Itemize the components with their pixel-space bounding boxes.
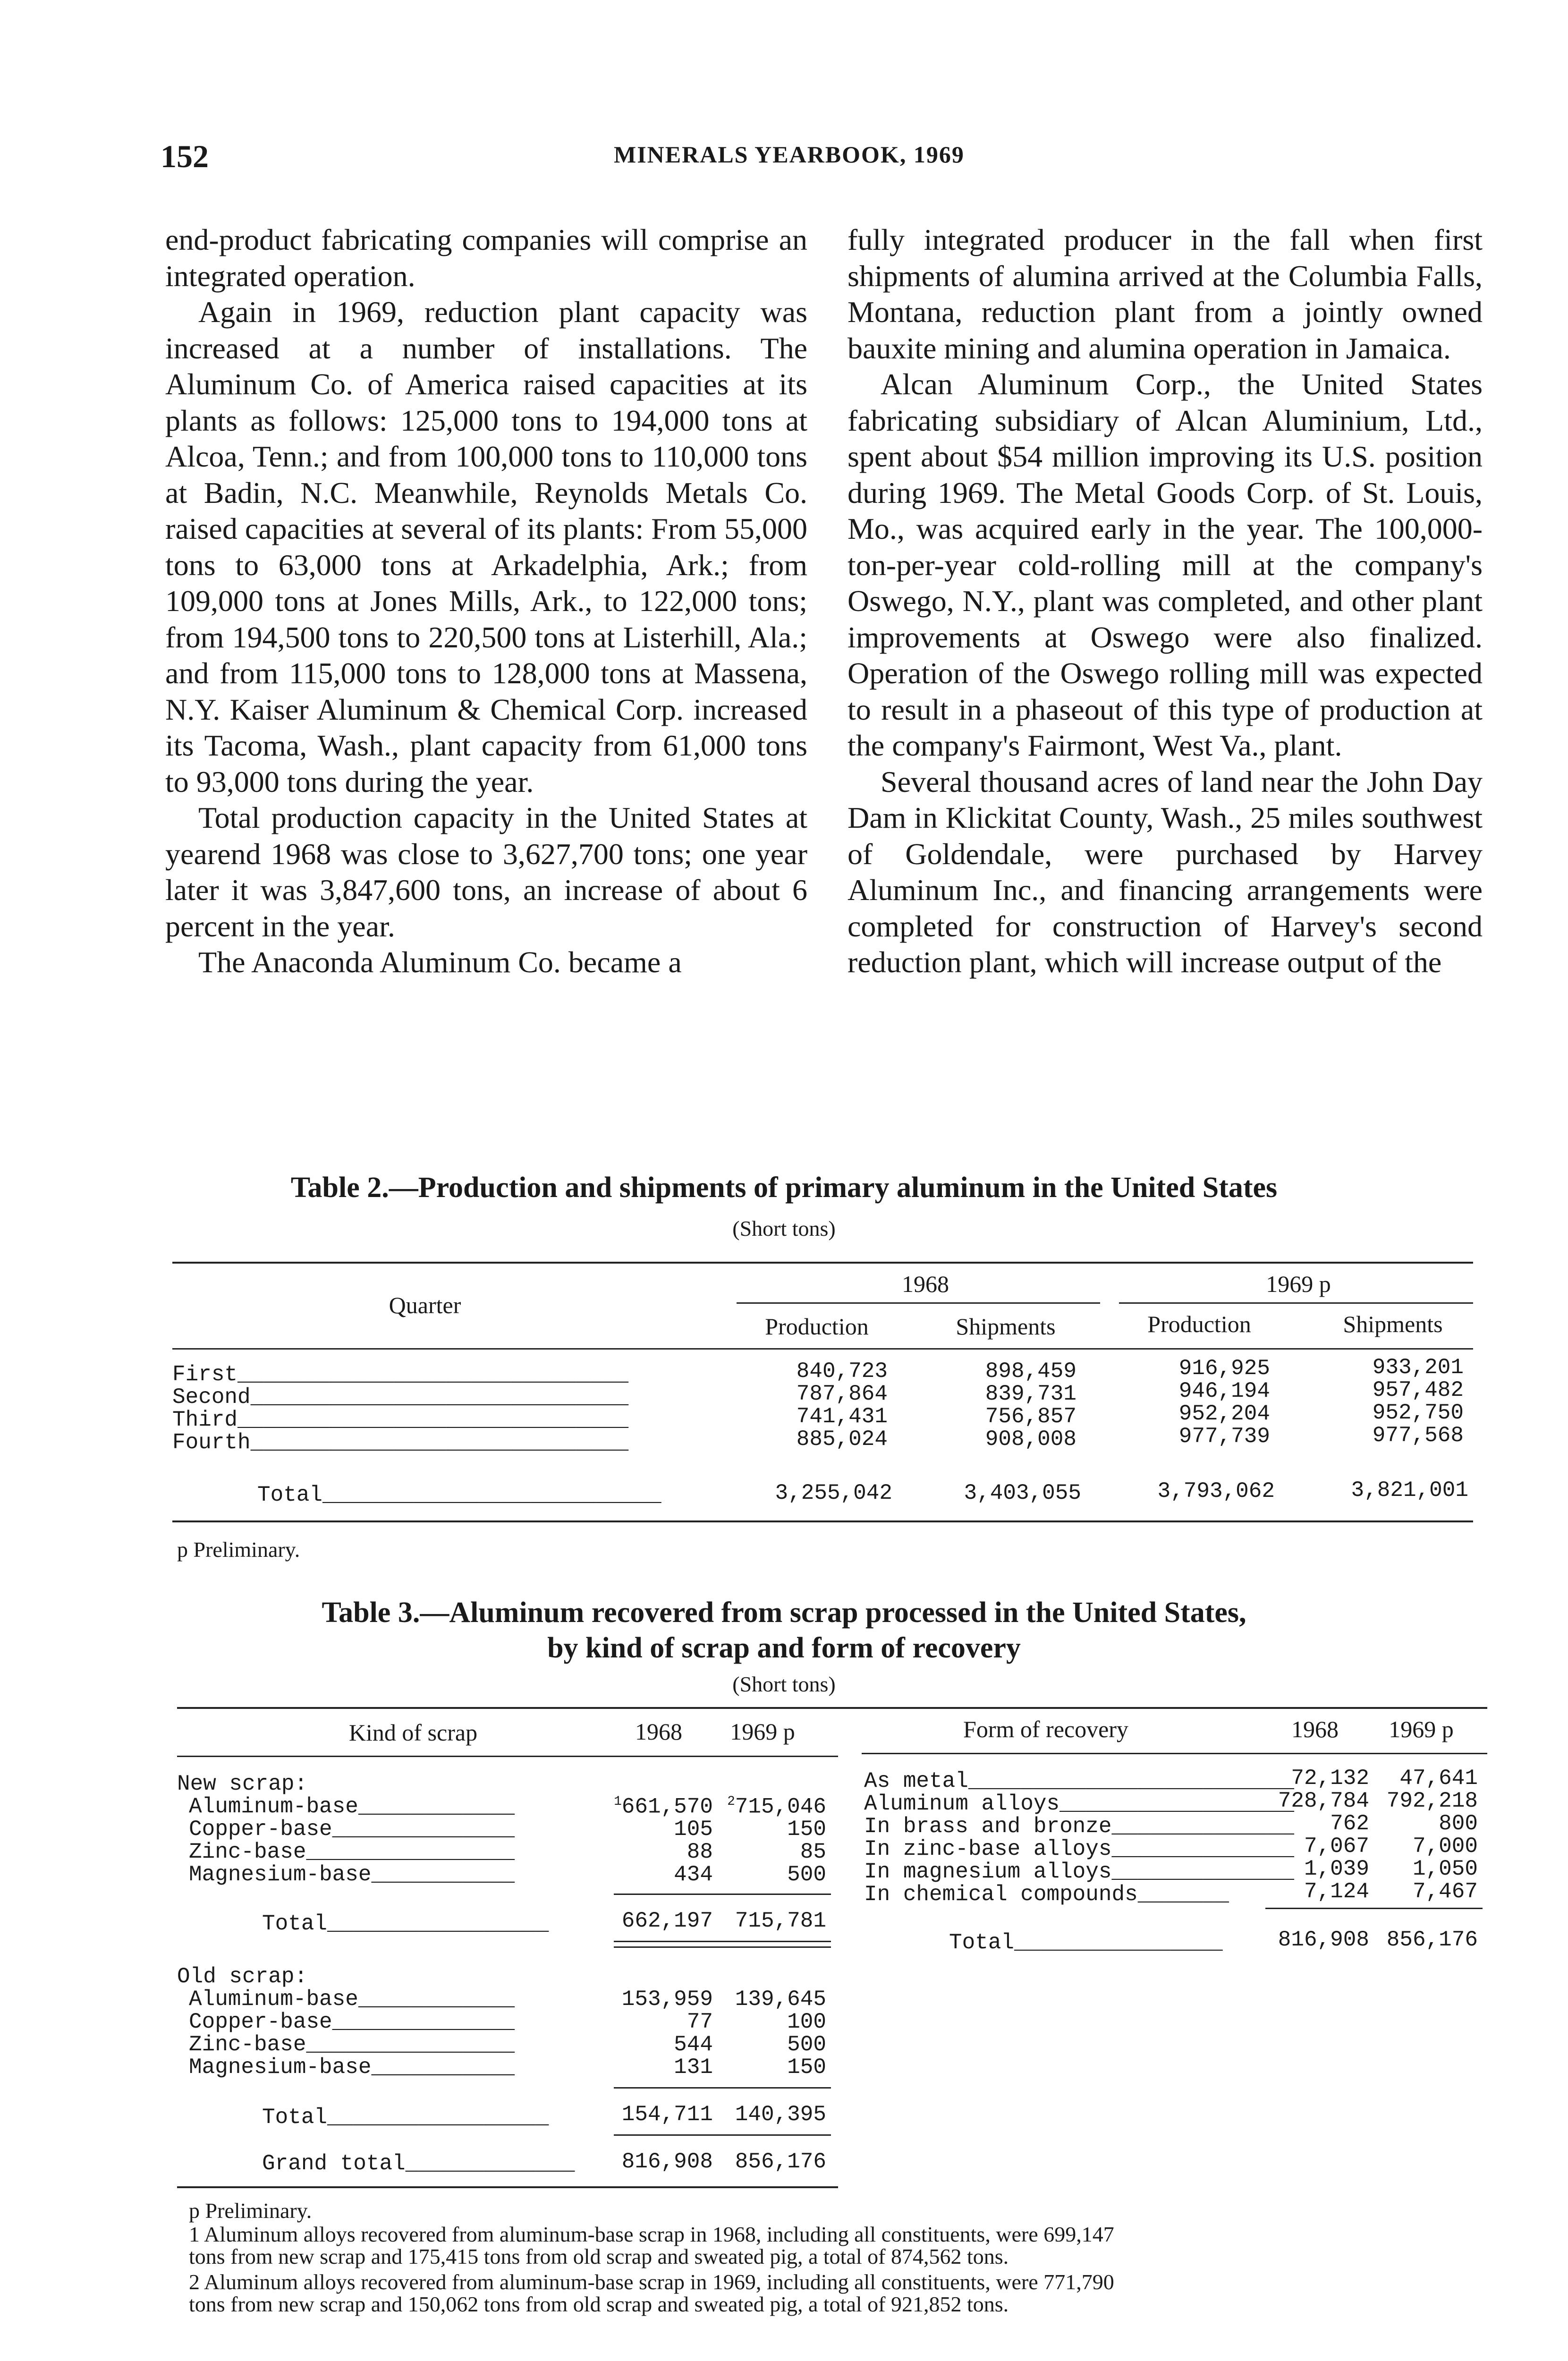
table-row-label: First______________________________ bbox=[172, 1362, 629, 1387]
running-head: MINERALS YEARBOOK, 1969 bbox=[614, 141, 965, 168]
paragraph: The Anaconda Aluminum Co. became a bbox=[198, 945, 682, 979]
table-rule bbox=[172, 1348, 1473, 1350]
table3-footnote-1-cont: tons from new scrap and 175,415 tons from old scrap and sweated pig, a total of 874,562 tons. bbox=[189, 2244, 1009, 2268]
table3-title-line1: Table 3.—Aluminum recovered from scrap processed in the United States, bbox=[322, 1597, 1246, 1629]
table-row-label: In magnesium alloys______________ bbox=[864, 1860, 1294, 1884]
paragraph: fully integrated producer in the fall when first shipments of alumina arrived at the Columbia Falls, Montana, reduction plant from a jointly owned bauxite mining and alumina operation in Jamaica. bbox=[848, 223, 1483, 365]
table-rule bbox=[177, 1756, 838, 1757]
table-row-label: In brass and bronze______________ bbox=[864, 1814, 1294, 1839]
table-row-label: Aluminum-base____________ bbox=[189, 1794, 515, 1819]
table-row-label: Zinc-base________________ bbox=[189, 2032, 515, 2057]
table-cell: 977,739 bbox=[1178, 1424, 1270, 1449]
table-cell-total: 715,781 bbox=[735, 1909, 826, 1933]
table-cell: 105 bbox=[674, 1817, 713, 1842]
table-cell: 898,459 bbox=[985, 1359, 1076, 1384]
table-total-label: Total_________________ bbox=[262, 2105, 549, 2130]
table-cell-total: 662,197 bbox=[621, 1909, 713, 1933]
table3-hdr-1969: 1969 p bbox=[730, 1718, 795, 1745]
table-row-label: Aluminum-base____________ bbox=[189, 1987, 515, 2012]
table-row-label: Magnesium-base___________ bbox=[189, 2055, 515, 2080]
page-number: 152 bbox=[161, 138, 209, 174]
table3-hdr-1968: 1968 bbox=[1291, 1716, 1339, 1742]
table-cell: 756,857 bbox=[985, 1404, 1076, 1429]
table-row-label: Aluminum alloys__________________ bbox=[864, 1792, 1294, 1816]
table-cell: 88 bbox=[687, 1840, 713, 1864]
table-row-label: Copper-base______________ bbox=[189, 1817, 515, 1842]
table3-hdr-1968: 1968 bbox=[635, 1718, 682, 1745]
table-cell: 908,008 bbox=[985, 1427, 1076, 1452]
table-cell: 977,568 bbox=[1372, 1423, 1464, 1448]
table3-title-line2: by kind of scrap and form of recovery bbox=[547, 1632, 1021, 1664]
table-cell: 952,204 bbox=[1178, 1401, 1270, 1426]
table-cell: 741,431 bbox=[796, 1404, 888, 1429]
table-cell: 150 bbox=[787, 1817, 826, 1842]
table-cell-total: 856,176 bbox=[735, 2149, 826, 2174]
table-cell: 916,925 bbox=[1178, 1356, 1270, 1381]
table-cell: 952,750 bbox=[1372, 1401, 1464, 1425]
table-cell: 7,124 bbox=[1304, 1879, 1369, 1904]
table-cell: 131 bbox=[674, 2055, 713, 2080]
table2-year2: 1969 p bbox=[1266, 1271, 1331, 1297]
table2-col-production: Production bbox=[1147, 1311, 1251, 1337]
table3-hdr-1969: 1969 p bbox=[1389, 1716, 1454, 1742]
table-rule bbox=[1119, 1302, 1473, 1304]
table-cell-total: 816,908 bbox=[621, 2149, 713, 2174]
table2-col-shipments: Shipments bbox=[956, 1313, 1056, 1340]
table3-footnote-2: 2 Aluminum alloys recovered from aluminum-base scrap in 1969, including all constituents, were 771,790 bbox=[189, 2270, 1114, 2294]
table-cell: 839,731 bbox=[985, 1382, 1076, 1406]
table-cell: 139,645 bbox=[735, 1987, 826, 2012]
table2-col-production: Production bbox=[765, 1313, 869, 1340]
table-rule bbox=[614, 1894, 831, 1895]
paragraph: Alcan Aluminum Corp., the United States fabricating subsidiary of Alcan Aluminium, Ltd., spent about $54 million improving its U.S. position during 1969. The Metal Goods Corp. of St. Louis, Mo., was acquired early in the year. The 100,000-ton-per-year cold-rolling mill at the company's Oswego, N.Y., plant was completed, and other plant improvements at Oswego were also finalized. Operation of the Oswego rolling mill was expected to result in a phaseout of this type of production at the company's Fairmont, West Va., plant. bbox=[848, 367, 1483, 762]
table-cell: 77 bbox=[687, 2010, 713, 2034]
table-cell: 153,959 bbox=[621, 1987, 713, 2012]
table-cell-total: 140,395 bbox=[735, 2102, 826, 2127]
table2-quarter-header: Quarter bbox=[389, 1292, 461, 1318]
table-cell: 47,641 bbox=[1399, 1766, 1478, 1791]
table2-title: Table 2.—Production and shipments of primary aluminum in the United States bbox=[290, 1172, 1278, 1204]
right-column bbox=[848, 222, 1483, 981]
table-cell-total: 3,255,042 bbox=[775, 1481, 892, 1505]
table3-footnote-p: p Preliminary. bbox=[189, 2199, 312, 2223]
table-total-label: Total_________________ bbox=[262, 1911, 549, 1936]
table3-units: (Short tons) bbox=[732, 1672, 836, 1696]
paragraph: Again in 1969, reduction plant capacity was increased at a number of installations. The Aluminum Co. of America raised capacities at its plants as follows: 125,000 tons to 194,000 tons at Alcoa, Tenn.; and from 100,000 tons to 110,000 tons at Badin, N.C. Meanwhile, Reynolds Metals Co. raised capacities at several of its plants: From 55,000 tons to 63,000 tons at Arkadelphia, Ark.; from 109,000 tons at Jones Mills, Ark., to 122,000 tons; from 194,500 tons to 220,500 tons at Listerhill, Ala.; and from 115,000 tons to 128,000 tons at Massena, N.Y. Kaiser Aluminum & Chemical Corp. increased its Tacoma, Wash., plant capacity from 61,000 tons to 93,000 tons during the year. bbox=[165, 295, 807, 798]
table-total-label: Total________________ bbox=[949, 1930, 1223, 1955]
table-cell: 800 bbox=[1439, 1811, 1478, 1836]
table-rule bbox=[177, 1707, 1487, 1709]
table-total-label: Total__________________________ bbox=[257, 1483, 661, 1507]
table-rule bbox=[172, 1520, 1473, 1522]
table-row-label: Second_____________________________ bbox=[172, 1385, 629, 1410]
table-cell-total: 154,711 bbox=[621, 2102, 713, 2127]
table-cell: 1,050 bbox=[1412, 1857, 1478, 1881]
table-cell: 885,024 bbox=[796, 1427, 888, 1452]
table-rule bbox=[862, 1753, 1487, 1754]
table-cell: 500 bbox=[787, 1862, 826, 1887]
table-cell: 544 bbox=[674, 2032, 713, 2057]
table-cell: 150 bbox=[787, 2055, 826, 2080]
table2-footnote: p Preliminary. bbox=[177, 1537, 300, 1562]
table-rule bbox=[614, 2134, 831, 2136]
table-cell: 7,000 bbox=[1412, 1834, 1478, 1859]
table-rule bbox=[614, 2087, 831, 2089]
table-row-label: Fourth_____________________________ bbox=[172, 1430, 629, 1455]
table-cell: 792,218 bbox=[1386, 1789, 1478, 1813]
table-row-label: In zinc-base alloys______________ bbox=[864, 1837, 1294, 1861]
table2-col-shipments: Shipments bbox=[1343, 1311, 1443, 1337]
table-cell: $^2$715,046 bbox=[727, 1794, 826, 1819]
table-rule bbox=[614, 1941, 831, 1942]
table-cell: 7,067 bbox=[1304, 1834, 1369, 1859]
table-rule bbox=[172, 1262, 1473, 1264]
table-row-label: As metal_________________________ bbox=[864, 1769, 1294, 1793]
table-cell: 1,039 bbox=[1304, 1857, 1369, 1881]
table-row-label: Zinc-base________________ bbox=[189, 1840, 515, 1864]
table3-footnote-2-cont: tons from new scrap and 150,062 tons from old scrap and sweated pig, a total of 921,852 tons. bbox=[189, 2292, 1009, 2316]
table-rule bbox=[737, 1302, 1100, 1304]
table-cell: 728,784 bbox=[1278, 1789, 1369, 1813]
table-cell: 762 bbox=[1330, 1811, 1369, 1836]
table-cell-total: 3,403,055 bbox=[964, 1481, 1081, 1505]
table3-hdr-form: Form of recovery bbox=[963, 1716, 1128, 1742]
table-cell: 946,194 bbox=[1178, 1379, 1270, 1403]
table-cell: 933,201 bbox=[1372, 1355, 1464, 1380]
table-cell: 787,864 bbox=[796, 1382, 888, 1406]
table-cell-total: 816,908 bbox=[1278, 1928, 1369, 1952]
left-column bbox=[165, 222, 807, 981]
table-cell: $^1$661,570 bbox=[614, 1794, 713, 1819]
table-row-label: Third______________________________ bbox=[172, 1408, 629, 1432]
paragraph: Several thousand acres of land near the John Day Dam in Klickitat County, Wash., 25 miles southwest of Goldendale, were purchased by Harvey Aluminum Inc., and financing arrangements were completed for construction of Harvey's second reduction plant, which will increase output of the bbox=[848, 764, 1483, 979]
table-cell: 840,723 bbox=[796, 1359, 888, 1384]
new-scrap-heading: New scrap: bbox=[177, 1772, 308, 1796]
table-row-label: In chemical compounds_______ bbox=[864, 1882, 1229, 1907]
table-cell-total: 3,821,001 bbox=[1351, 1478, 1468, 1503]
grand-total-label: Grand total_____________ bbox=[262, 2151, 575, 2176]
table-row-label: Magnesium-base___________ bbox=[189, 1862, 515, 1887]
paragraph: end-product fabricating companies will comprise an integrated operation. bbox=[165, 223, 807, 293]
table-row-label: Copper-base______________ bbox=[189, 2010, 515, 2034]
table-cell: 957,482 bbox=[1372, 1378, 1464, 1402]
table-rule bbox=[177, 2186, 838, 2188]
table-cell: 7,467 bbox=[1412, 1879, 1478, 1904]
table-cell-total: 3,793,062 bbox=[1157, 1479, 1275, 1503]
table2-year1: 1968 bbox=[902, 1271, 949, 1297]
table3-footnote-1: 1 Aluminum alloys recovered from aluminum-base scrap in 1968, including all constituents, were 699,147 bbox=[189, 2222, 1114, 2246]
table-cell: 100 bbox=[787, 2010, 826, 2034]
table2-units: (Short tons) bbox=[732, 1216, 836, 1240]
paragraph: Total production capacity in the United States at yearend 1968 was close to 3,627,700 tons; one year later it was 3,847,600 tons, an increase of about 6 percent in the year. bbox=[165, 801, 807, 943]
table3-hdr-kind: Kind of scrap bbox=[348, 1719, 478, 1746]
old-scrap-heading: Old scrap: bbox=[177, 1964, 308, 1989]
table-rule bbox=[614, 1946, 831, 1948]
table-cell: 72,132 bbox=[1291, 1766, 1369, 1791]
table-cell: 434 bbox=[674, 1862, 713, 1887]
table-cell: 85 bbox=[800, 1840, 826, 1864]
table-cell-total: 856,176 bbox=[1386, 1928, 1478, 1952]
table-rule bbox=[1265, 1908, 1483, 1909]
table-cell: 500 bbox=[787, 2032, 826, 2057]
